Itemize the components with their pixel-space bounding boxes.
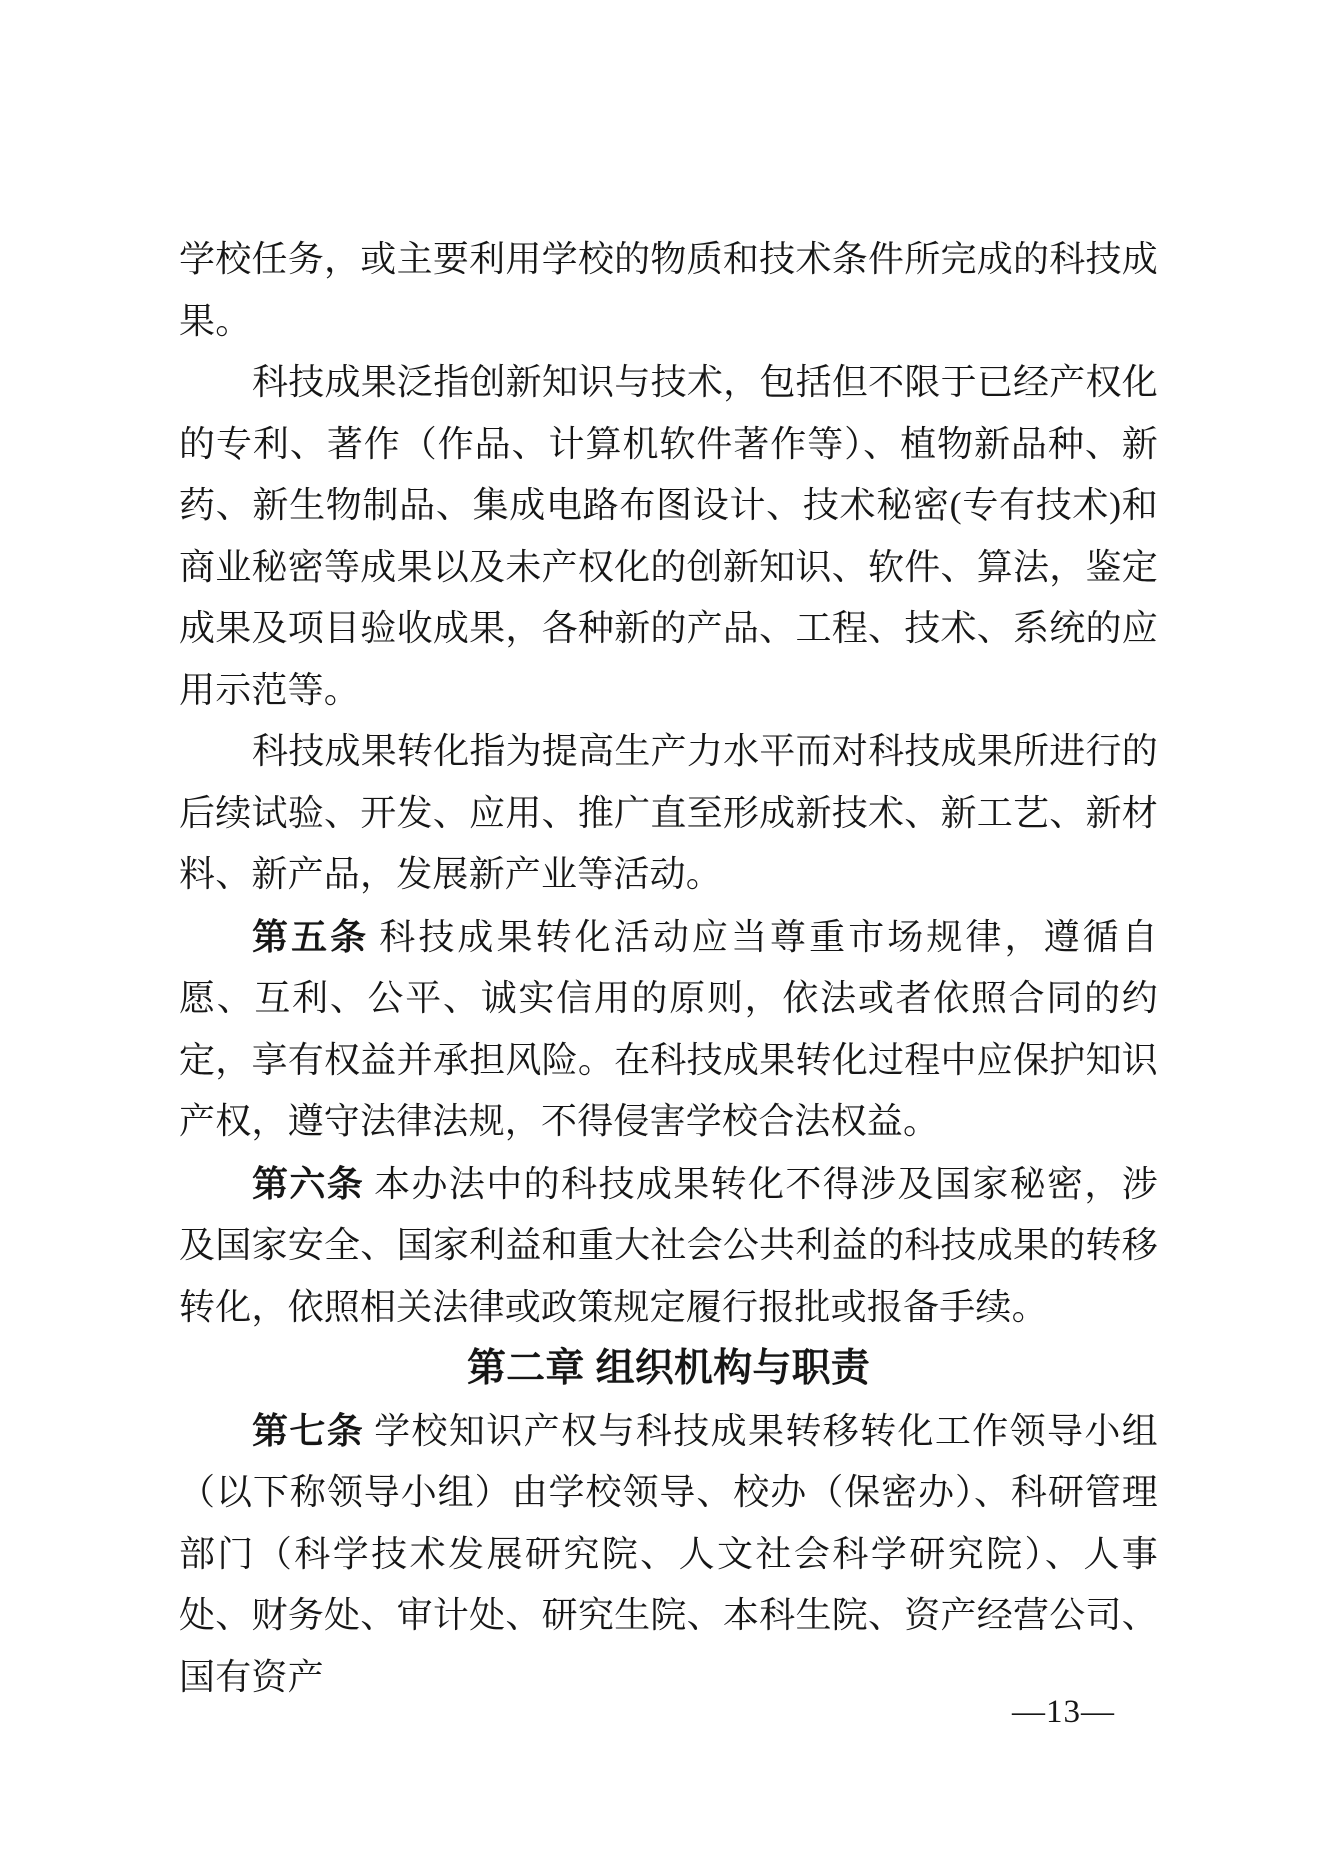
paragraph-text: 学校知识产权与科技成果转移转化工作领导小组（以下称领导小组）由学校领导、校办（保密办）、科研管理部门（科学技术发展研究院、人文社会科学研究院）、人事处、财务处、审计处、研究生院、本科生院、资产经营公司、国有资产 [179,1410,1158,1697]
article-paragraph [179,906,1158,1153]
article-number-label: 第六条 [252,1162,365,1204]
chapter-heading: 第二章 组织机构与职责 [466,1347,871,1390]
document-body [179,229,1158,1708]
body-paragraph [179,721,1158,906]
paragraph-text: 本办法中的科技成果转化不得涉及国家秘密，涉及国家安全、国家利益和重大社会公共利益的科技成果的转移转化，依照相关法律或政策规定履行报批或报备手续。 [179,1163,1158,1327]
paragraph-text: 科技成果转化指为提高生产力水平而对科技成果所进行的后续试验、开发、应用、推广直至形成新技术、新工艺、新材料、新产品，发展新产业等活动。 [179,731,1158,894]
body-paragraph [179,352,1158,721]
article-paragraph [179,1153,1158,1339]
paragraph-text: 科技成果转化活动应当尊重市场规律，遵循自愿、互利、公平、诚实信用的原则，依法或者依照合同的约定，享有权益并承担风险。在科技成果转化过程中应保护知识产权，遵守法律法规，不得侵害学校合法权益。 [179,916,1158,1141]
article-number-label: 第五条 [252,915,370,957]
paragraph-text: 学校任务，或主要利用学校的物质和技术条件所完成的科技成果。 [179,239,1158,341]
article-paragraph [179,1400,1158,1709]
page-number: —13— [1012,1694,1115,1730]
article-number-label: 第七条 [252,1409,365,1451]
paragraph-text: 科技成果泛指创新知识与技术，包括但不限于已经产权化的专利、著作（作品、计算机软件著作等）、植物新品种、新药、新生物制品、集成电路布图设计、技术秘密(专有技术)和商业秘密等成果以及未产权化的创新知识、软件、算法，鉴定成果及项目验收成果，各种新的产品、工程、技术、系统的应用示范等。 [179,362,1158,710]
body-paragraph [179,229,1158,352]
